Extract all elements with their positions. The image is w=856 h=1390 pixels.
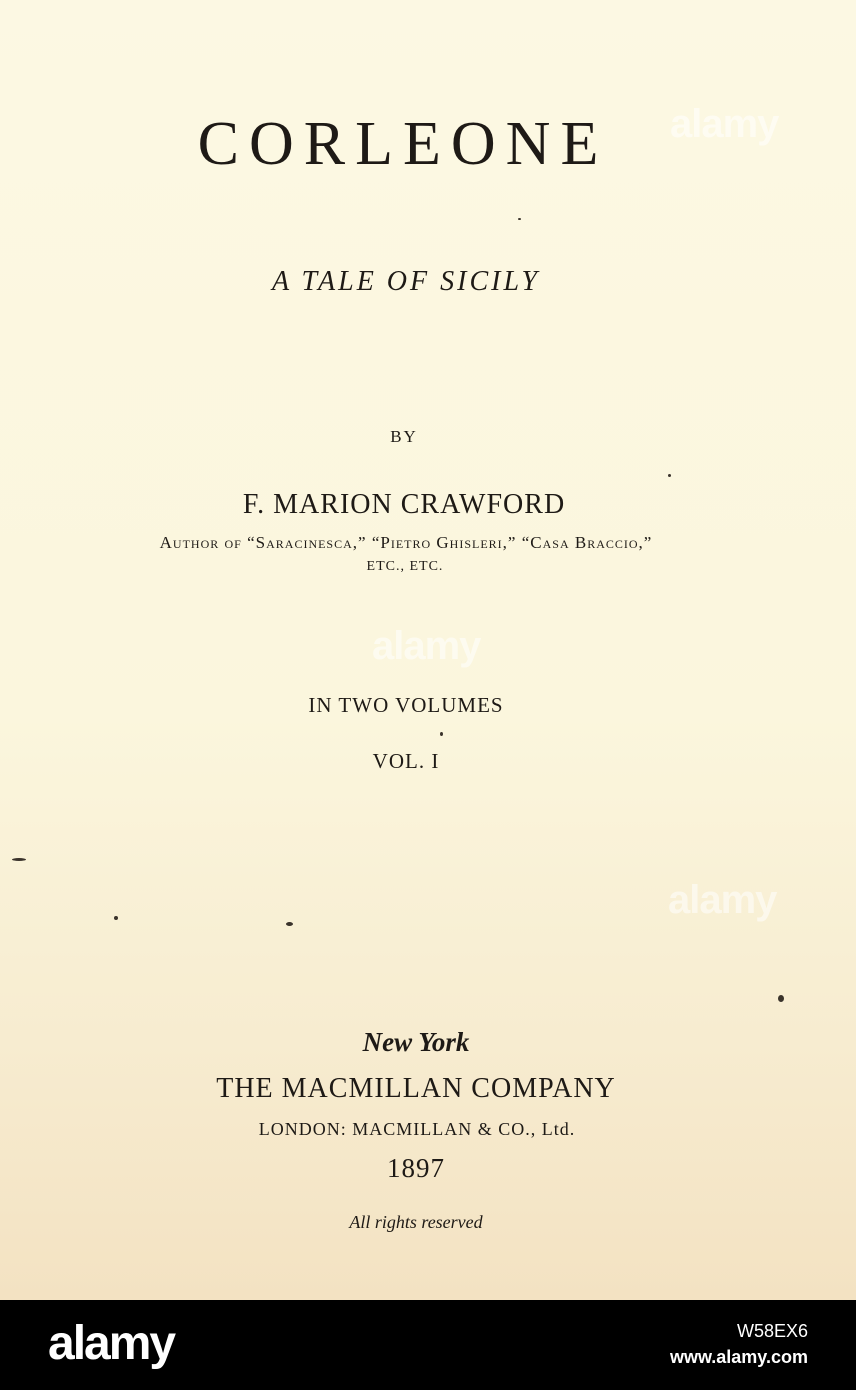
publication-year: 1897 bbox=[387, 1153, 445, 1183]
image-id: W58EX6 bbox=[736, 1321, 808, 1341]
paper-speck bbox=[12, 858, 26, 861]
london-publisher: LONDON: MACMILLAN & CO., Ltd. bbox=[258, 1119, 576, 1139]
watermark: alamy bbox=[372, 624, 481, 668]
author-credits-etc: ETC., ETC. bbox=[366, 559, 444, 574]
watermark: alamy bbox=[668, 878, 777, 922]
author-name: F. MARION CRAWFORD bbox=[242, 489, 566, 520]
paper-speck bbox=[440, 732, 443, 736]
by-line: BY bbox=[390, 427, 418, 446]
publisher-name: THE MACMILLAN COMPANY bbox=[216, 1073, 616, 1104]
paper-speck bbox=[668, 474, 671, 477]
book-subtitle: A TALE OF SICILY bbox=[271, 266, 541, 297]
site-url: www.alamy.com bbox=[669, 1347, 808, 1367]
stock-footer-bar bbox=[0, 1300, 856, 1390]
author-credits: Author of “Saracinesca,” “Pietro Ghisleri,” “Casa Braccio,” bbox=[159, 533, 653, 552]
volume-number: VOL. I bbox=[372, 749, 440, 773]
publication-city: New York bbox=[362, 1027, 470, 1057]
paper-speck bbox=[778, 995, 784, 1002]
paper-speck bbox=[518, 218, 521, 220]
paper-speck bbox=[114, 916, 118, 920]
alamy-logo: alamy bbox=[48, 1317, 175, 1370]
book-title: CORLEONE bbox=[197, 110, 609, 178]
volume-count: IN TWO VOLUMES bbox=[308, 693, 504, 717]
paper-speck bbox=[286, 922, 293, 926]
watermark: alamy bbox=[670, 102, 779, 146]
rights-notice: All rights reserved bbox=[349, 1212, 483, 1232]
